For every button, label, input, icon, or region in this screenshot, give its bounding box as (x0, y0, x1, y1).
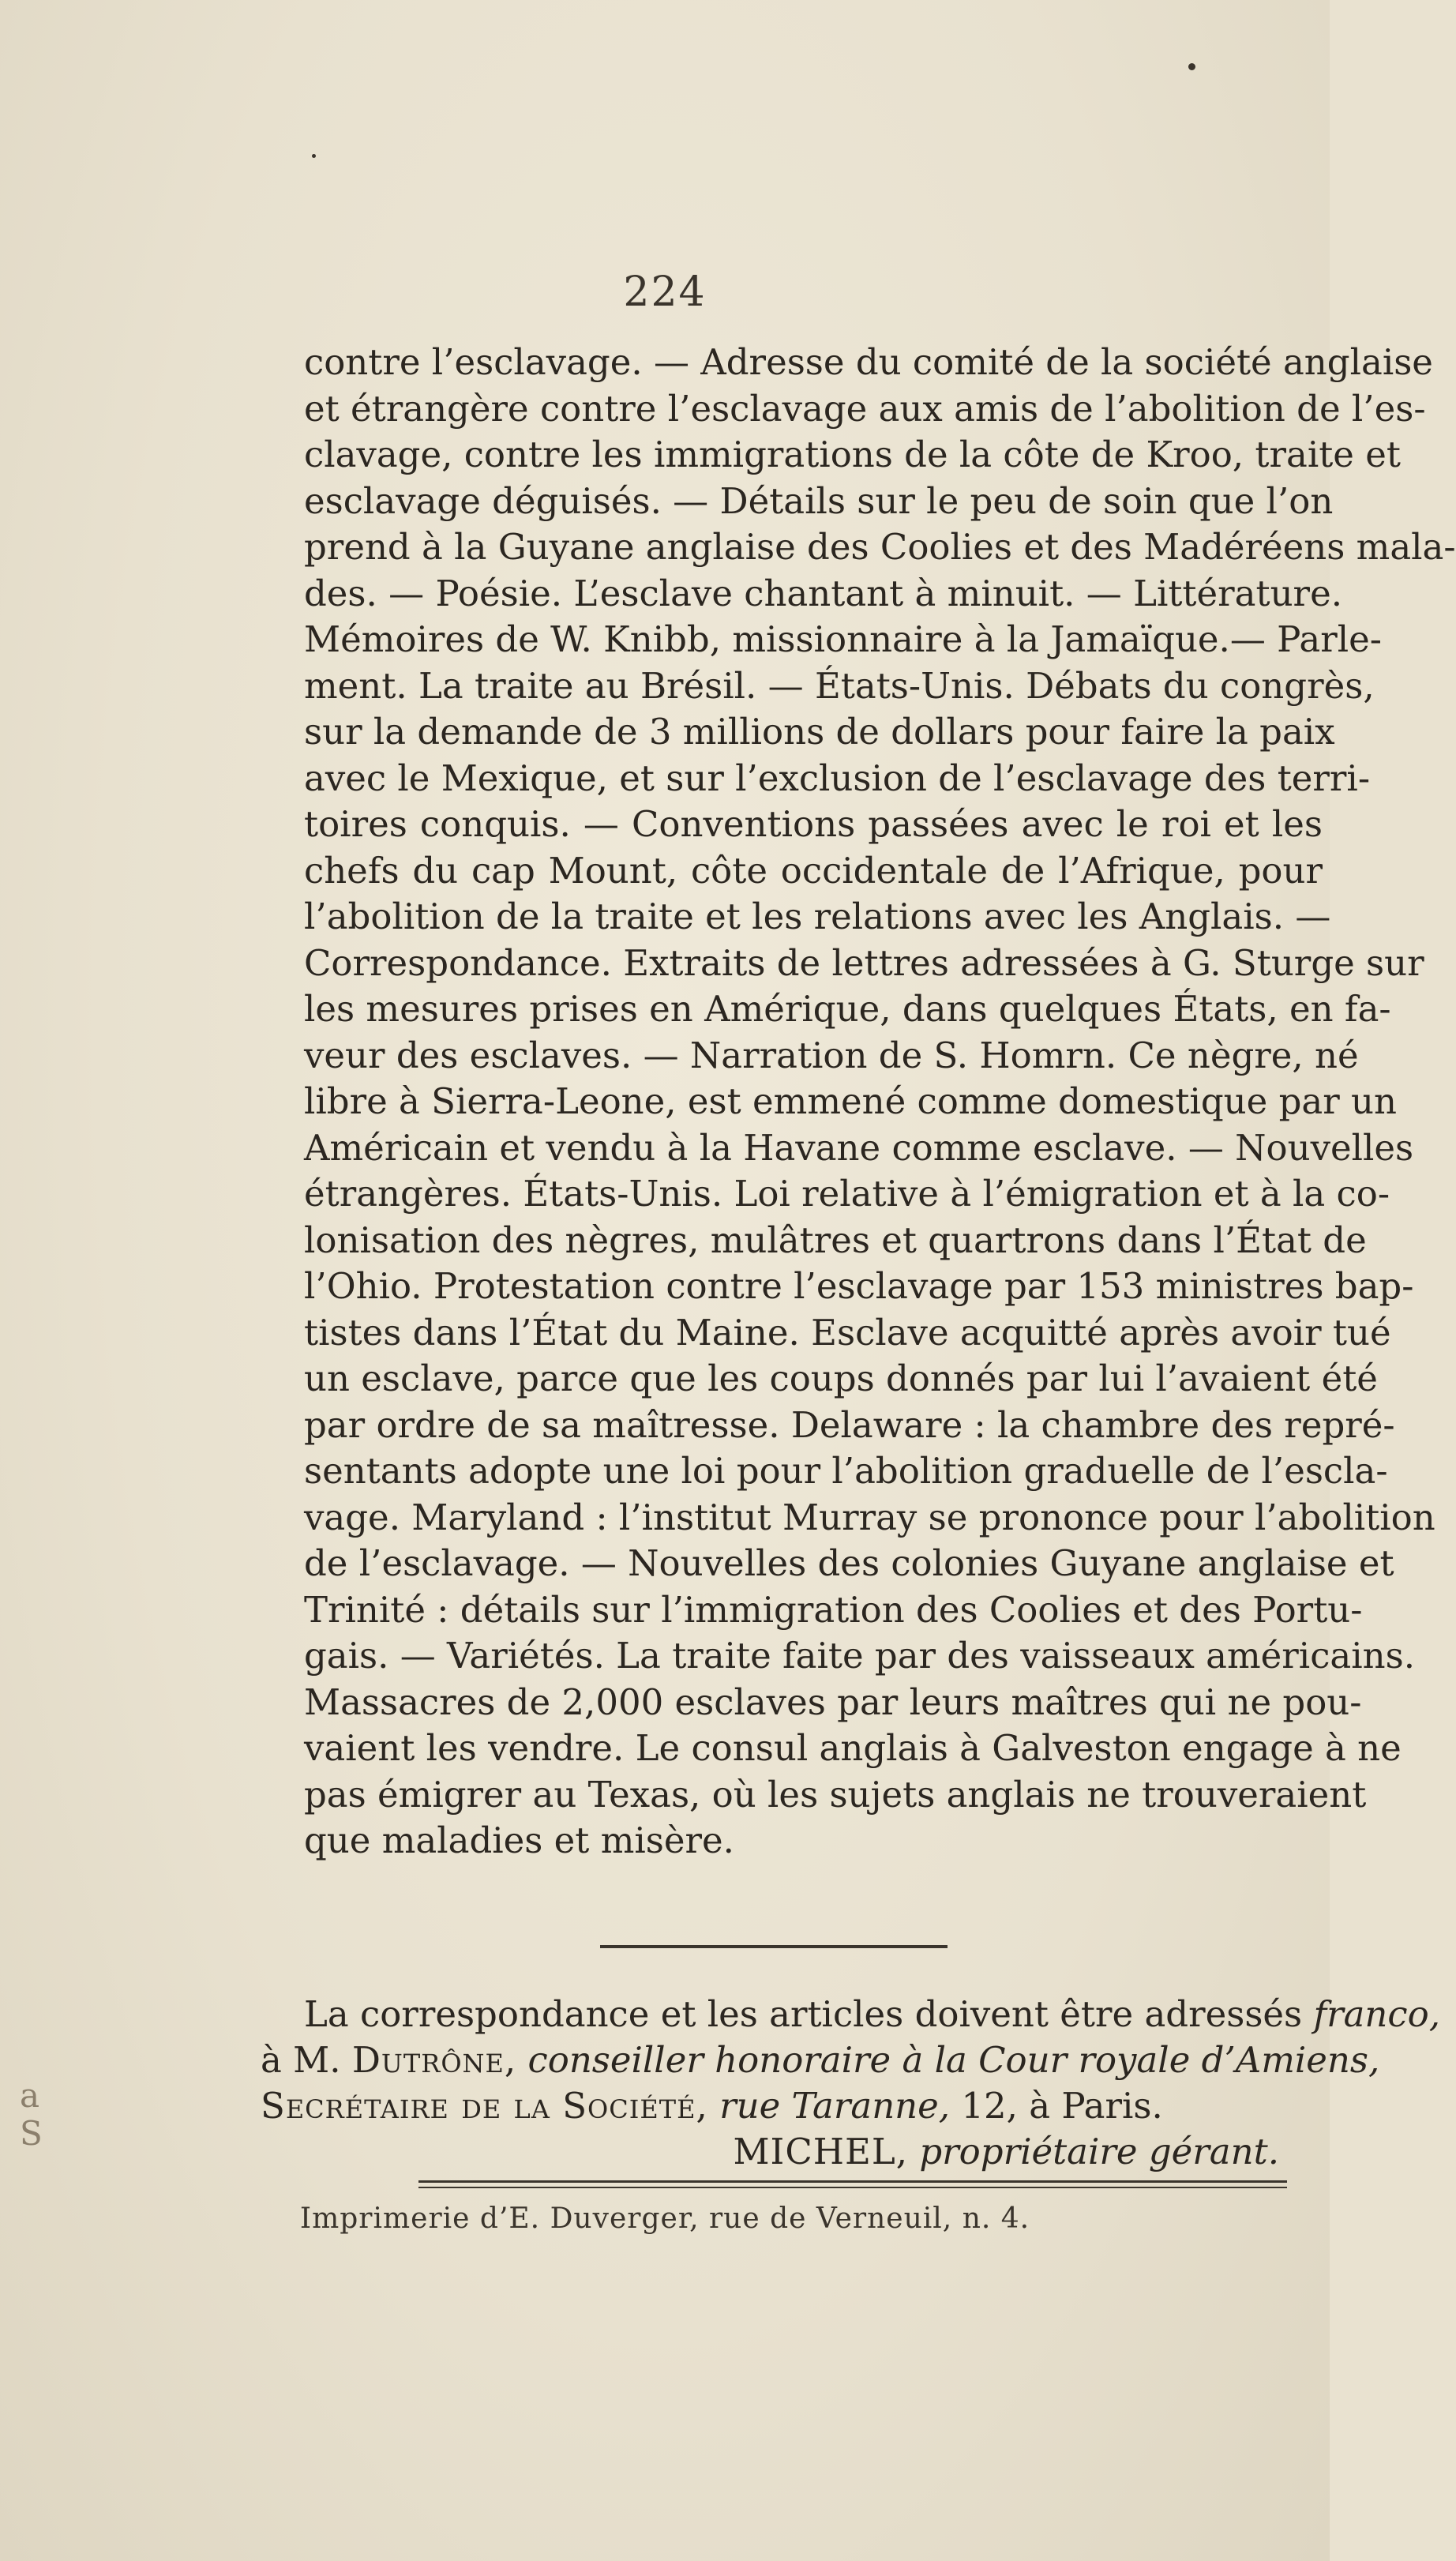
text-line: prend à la Guyane anglaise des Coolies et des Madéréens mala- (304, 526, 1456, 568)
signature (261, 2129, 1315, 2175)
text-line: vage. Maryland : l’institut Murray se prononce pour l’abolition (304, 1496, 1435, 1538)
text-line: Trinité : détails sur l’immigration des Coolies et des Portu- (304, 1588, 1363, 1631)
ink-speck (1188, 63, 1195, 70)
page-number: 224 (623, 268, 707, 316)
secretary-name: Dutrône, (351, 2039, 517, 2081)
text-line: de l’esclavage. — Nouvelles des colonies Guyane anglaise et (304, 1542, 1394, 1584)
text-line: ment. La traite au Brésil. — États-Unis. Débats du congrès, (304, 664, 1375, 707)
text-line: étrangères. États-Unis. Loi relative à l’émigration et à la co- (304, 1173, 1390, 1215)
printer-imprint: Imprimerie d’E. Duverger, rue de Verneuil, n. 4. (299, 2202, 1030, 2235)
text-line: libre à Sierra-Leone, est emmené comme domestique par un (304, 1080, 1398, 1122)
text-line: Mémoires de W. Knibb, missionnaire à la Jamaïque.— Parle- (304, 618, 1382, 660)
text-line: gais. — Variétés. La traite faite par des vaisseaux américains. (304, 1635, 1415, 1677)
text-line: Massacres de 2,000 esclaves par leurs maîtres qui ne pou- (304, 1680, 1362, 1723)
notice-text: La correspondance et les articles doivent être adressés (304, 1993, 1314, 2035)
text-line: pas émigrer au Texas, où les sujets anglais ne trouveraient (304, 1773, 1367, 1816)
margin-mark: a S (20, 2076, 43, 2153)
secretary-title: Secrétaire de la Société, (261, 2085, 708, 2127)
text-line: chefs du cap Mount, côte occidentale de l’Afrique, pour (304, 849, 1323, 892)
text-line: l’Ohio. Protestation contre l’esclavage par 153 ministres bap- (304, 1265, 1414, 1307)
ink-speck (312, 154, 316, 158)
text-line: que maladies et misère. (304, 1819, 734, 1861)
signature-role: propriétaire gérant. (908, 2131, 1279, 2172)
text-line: Correspondance. Extraits de lettres adressées à G. Sturge sur (304, 941, 1424, 984)
text-line: lonisation des nègres, mulâtres et quartrons dans l’État de (304, 1219, 1367, 1261)
notice-line-1 (261, 1992, 1441, 2037)
text-line: avec le Mexique, et sur l’exclusion de l’esclavage des terri- (304, 757, 1371, 799)
correspondence-notice (261, 1992, 1441, 2175)
text-line: sentants adopte une loi pour l’abolition graduelle de l’escla- (304, 1450, 1388, 1492)
text-line: et étrangère contre l’esclavage aux amis de l’abolition de l’es- (304, 387, 1426, 430)
text-line: contre l’esclavage. — Adresse du comité de la société anglaise (304, 341, 1433, 383)
notice-italic: conseiller honoraire à la Cour royale d’Amiens, (516, 2039, 1380, 2081)
text-line: toires conquis. — Conventions passées avec le roi et les (304, 803, 1323, 845)
text-line: tistes dans l’État du Maine. Esclave acquitté après avoir tué (304, 1311, 1391, 1354)
text-line: esclavage déguisés. — Détails sur le peu de soin que l’on (304, 479, 1334, 522)
text-line: vaient les vendre. Le consul anglais à Galveston engage à ne (304, 1727, 1402, 1769)
text-line: l’abolition de la traite et les relations avec les Anglais. — (304, 896, 1331, 937)
text-line: clavage, contre les immigrations de la côte de Kroo, traite et (304, 434, 1401, 475)
notice-text: 12, à Paris. (950, 2085, 1163, 2127)
notice-italic: rue Taranne, (707, 2085, 951, 2127)
signature-name: MICHEL, (733, 2131, 909, 2172)
text-line: sur la demande de 3 millions de dollars pour faire la paix (304, 711, 1335, 753)
notice-line-2 (261, 2037, 1380, 2083)
notice-italic: franco, (1313, 1993, 1441, 2035)
section-divider (600, 1945, 948, 1948)
text-line: Américain et vendu à la Havane comme esclave. — Nouvelles (304, 1126, 1414, 1169)
imprint-divider (418, 2180, 1287, 2188)
notice-line-3 (261, 2083, 1315, 2129)
text-line: veur des esclaves. — Narration de S. Homrn. Ce nègre, né (304, 1034, 1359, 1076)
text-line: des. — Poésie. L’esclave chantant à minuit. — Littérature. (304, 572, 1342, 614)
body-text (304, 340, 1456, 1864)
text-line: par ordre de sa maîtresse. Delaware : la chambre des repré- (304, 1403, 1395, 1446)
notice-text: à M. (261, 2039, 352, 2081)
text-line: un esclave, parce que les coups donnés par lui l’avaient été (304, 1357, 1378, 1399)
text-line: les mesures prises en Amérique, dans quelques États, en fa- (304, 988, 1391, 1030)
